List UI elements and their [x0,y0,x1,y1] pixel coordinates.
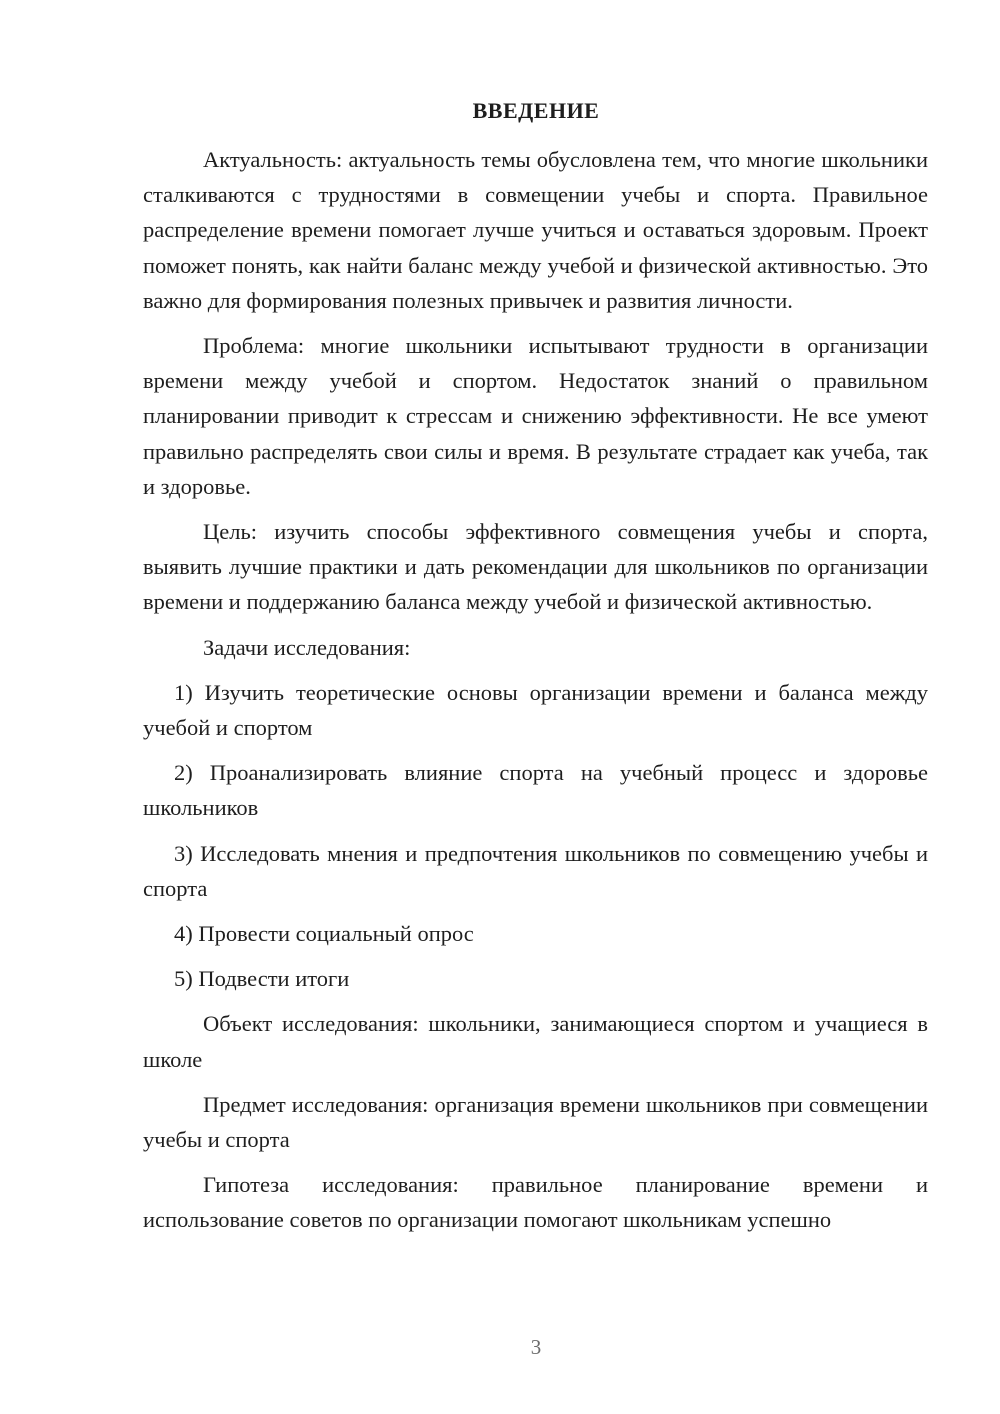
relevance-paragraph: Актуальность: актуальность темы обусловлена тем, что многие школьники сталкиваются с трудностями в совмещении учебы и спорта. Правильное распределение времени помогает лучше учиться и оставаться здоровым. Проект поможет понять, как найти баланс между учебой и физической активностью. Это важно для формирования полезных привычек и развития личности. [143,147,928,313]
hypothesis-paragraph: Гипотеза исследования: правильное планирование времени и использование советов по организации помогают школьникам успешно [143,1172,928,1233]
object-paragraph: Объект исследования: школьники, занимающиеся спортом и учащиеся в школе [143,1011,928,1072]
task-item-1: 1) Изучить теоретические основы организации времени и баланса между учебой и спортом [143,679,928,741]
task-item-2: 2) Проанализировать влияние спорта на учебный процесс и здоровье школьников [143,760,928,821]
goal-paragraph: Цель: изучить способы эффективного совмещения учебы и спорта, выявить лучшие практики и дать рекомендации для школьников по организации времени и поддержанию баланса между учебой и физической активностью. [143,519,928,615]
problem-paragraph: Проблема: многие школьники испытывают трудности в организации времени между учебой и спортом. Недостаток знаний о правильном планировании приводит к стрессам и снижению эффективности. Не все умеют правильно распределять свои силы и время. В результате страдает как учеба, так и здоровье. [143,333,928,499]
section-title: ВВЕДЕНИЕ [472,98,600,123]
tasks-heading: Задачи исследования: [203,634,411,660]
task-item-3: 3) Исследовать мнения и предпочтения школьников по совмещению учебы и спорта [143,840,928,901]
subject-paragraph: Предмет исследования: организация времени школьников при совмещении учебы и спорта [143,1091,928,1153]
body-text [143,142,928,1248]
page-number: 3 [530,1335,542,1359]
task-item-5: 5) Подвести итоги [174,966,350,992]
task-item-4: 4) Провести социальный опрос [174,921,474,947]
